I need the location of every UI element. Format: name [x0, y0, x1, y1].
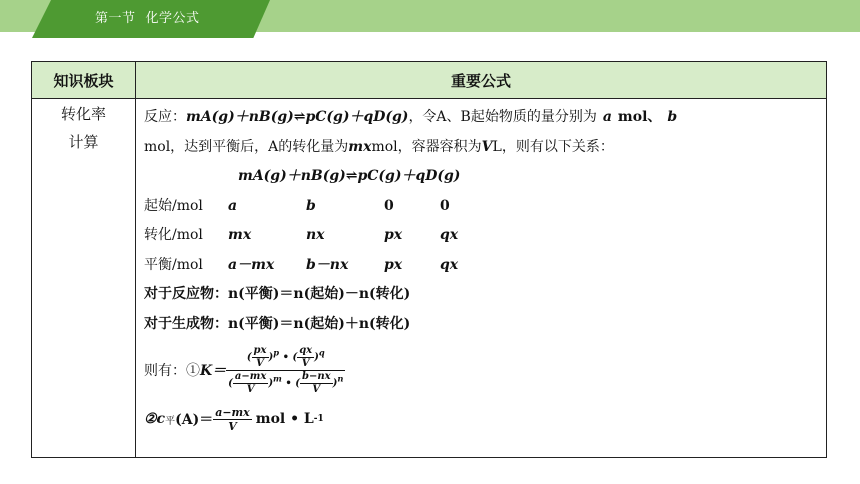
unit-exp: -1	[313, 414, 324, 424]
table-row	[32, 99, 827, 458]
line-k-expression	[144, 339, 818, 401]
text: L，则有以下关系：	[492, 138, 614, 155]
line-reactant-rule	[144, 280, 818, 310]
line-equilibrium-intro	[144, 133, 818, 163]
k-denominator: ( $\frac{a-mx}{V}$ )$^m$ • ( $\frac{b-nx}{V}$ )$^n$	[228, 370, 344, 395]
header-bar	[0, 0, 860, 38]
reactant-rule: 对于反应物：n(平衡)＝n(起始)－n(转化)	[144, 286, 411, 302]
text: 则有：①	[144, 363, 200, 379]
line-product-rule	[144, 310, 818, 340]
header-title	[95, 7, 210, 26]
var-V: V	[481, 138, 493, 155]
text: mol，达到平衡后，A的转化量为	[144, 138, 349, 155]
value: a－mx	[228, 256, 275, 273]
value: b	[306, 197, 316, 214]
value: a	[228, 197, 238, 214]
reaction-equation: mA(g)＋nB(g)⇌pC(g)＋qD(g)	[238, 168, 461, 184]
value: 0	[384, 197, 394, 214]
line-convert	[144, 221, 818, 251]
k-fraction	[226, 345, 345, 396]
row-label-start: 起始/mol	[144, 197, 203, 214]
row-label-convert: 转化/mol	[144, 227, 203, 243]
den: V	[228, 419, 237, 433]
dot: •	[282, 351, 289, 363]
text: (A)＝	[175, 412, 214, 428]
num: a−mx	[215, 405, 250, 419]
den: V	[256, 357, 264, 369]
value: px	[384, 227, 403, 243]
text: mol，容器容积为	[371, 138, 482, 155]
formula-cell	[136, 99, 827, 458]
exp: n	[337, 373, 344, 384]
var-mx: mx	[348, 138, 372, 155]
text: mol、	[617, 109, 662, 125]
section-label: 第一节	[95, 11, 136, 26]
frac-amx-v	[233, 371, 268, 396]
k-symbol: K＝	[200, 363, 227, 379]
exp: p	[273, 347, 280, 358]
frac-qx-v	[297, 345, 314, 370]
reaction-equation: mA(g)＋nB(g)⇌pC(g)＋qD(g)	[186, 109, 409, 125]
text: ，令A、B起始物质的量分别为	[408, 109, 597, 125]
c-fraction	[213, 406, 252, 433]
dot: •	[285, 377, 292, 389]
c-symbol: ②c	[144, 411, 166, 427]
formula-table	[31, 61, 827, 458]
num: px	[253, 344, 267, 356]
product-rule: 对于生成物：n(平衡)＝n(起始)＋n(转化)	[144, 315, 411, 332]
value: qx	[440, 256, 459, 273]
value: nx	[306, 227, 325, 243]
frac-bnx-v	[300, 371, 333, 396]
c-subscript: 平	[165, 415, 176, 427]
var-a: a	[602, 109, 612, 125]
unit: mol • L	[255, 411, 314, 427]
section-title: 化学公式	[145, 11, 200, 26]
col-header-knowledge: 知识板块	[32, 62, 136, 99]
line-start	[144, 192, 818, 222]
exp: q	[318, 347, 325, 358]
k-numerator: ( $\frac{px}{V}$ )$^p$ • ( $\frac{qx}{V}$ )$^q$	[226, 345, 345, 371]
value: qx	[440, 227, 459, 243]
line-reaction-intro	[144, 103, 818, 133]
num: b−nx	[301, 370, 331, 382]
num: a−mx	[234, 370, 267, 382]
row-label-equilibrium: 平衡/mol	[144, 256, 203, 273]
num: qx	[299, 344, 313, 356]
row-label-line1: 转化率	[60, 105, 106, 123]
line-concentration	[144, 401, 818, 437]
value: mx	[228, 227, 252, 243]
var-b: b	[667, 109, 678, 125]
col-header-formula: 重要公式	[136, 62, 827, 99]
den: V	[312, 383, 321, 395]
row-label-cell	[32, 99, 136, 458]
row-label-line2: 计算	[68, 133, 99, 151]
value: 0	[440, 197, 450, 214]
table-header-row	[32, 62, 827, 99]
frac-px-v	[252, 345, 269, 370]
line-equilibrium	[144, 251, 818, 281]
value: px	[384, 256, 403, 273]
text: 反应：	[144, 109, 186, 125]
den: V	[301, 357, 310, 369]
den: V	[246, 383, 255, 395]
value: b－nx	[306, 256, 349, 273]
exp: m	[273, 373, 282, 384]
line-reaction-equation	[144, 162, 818, 192]
